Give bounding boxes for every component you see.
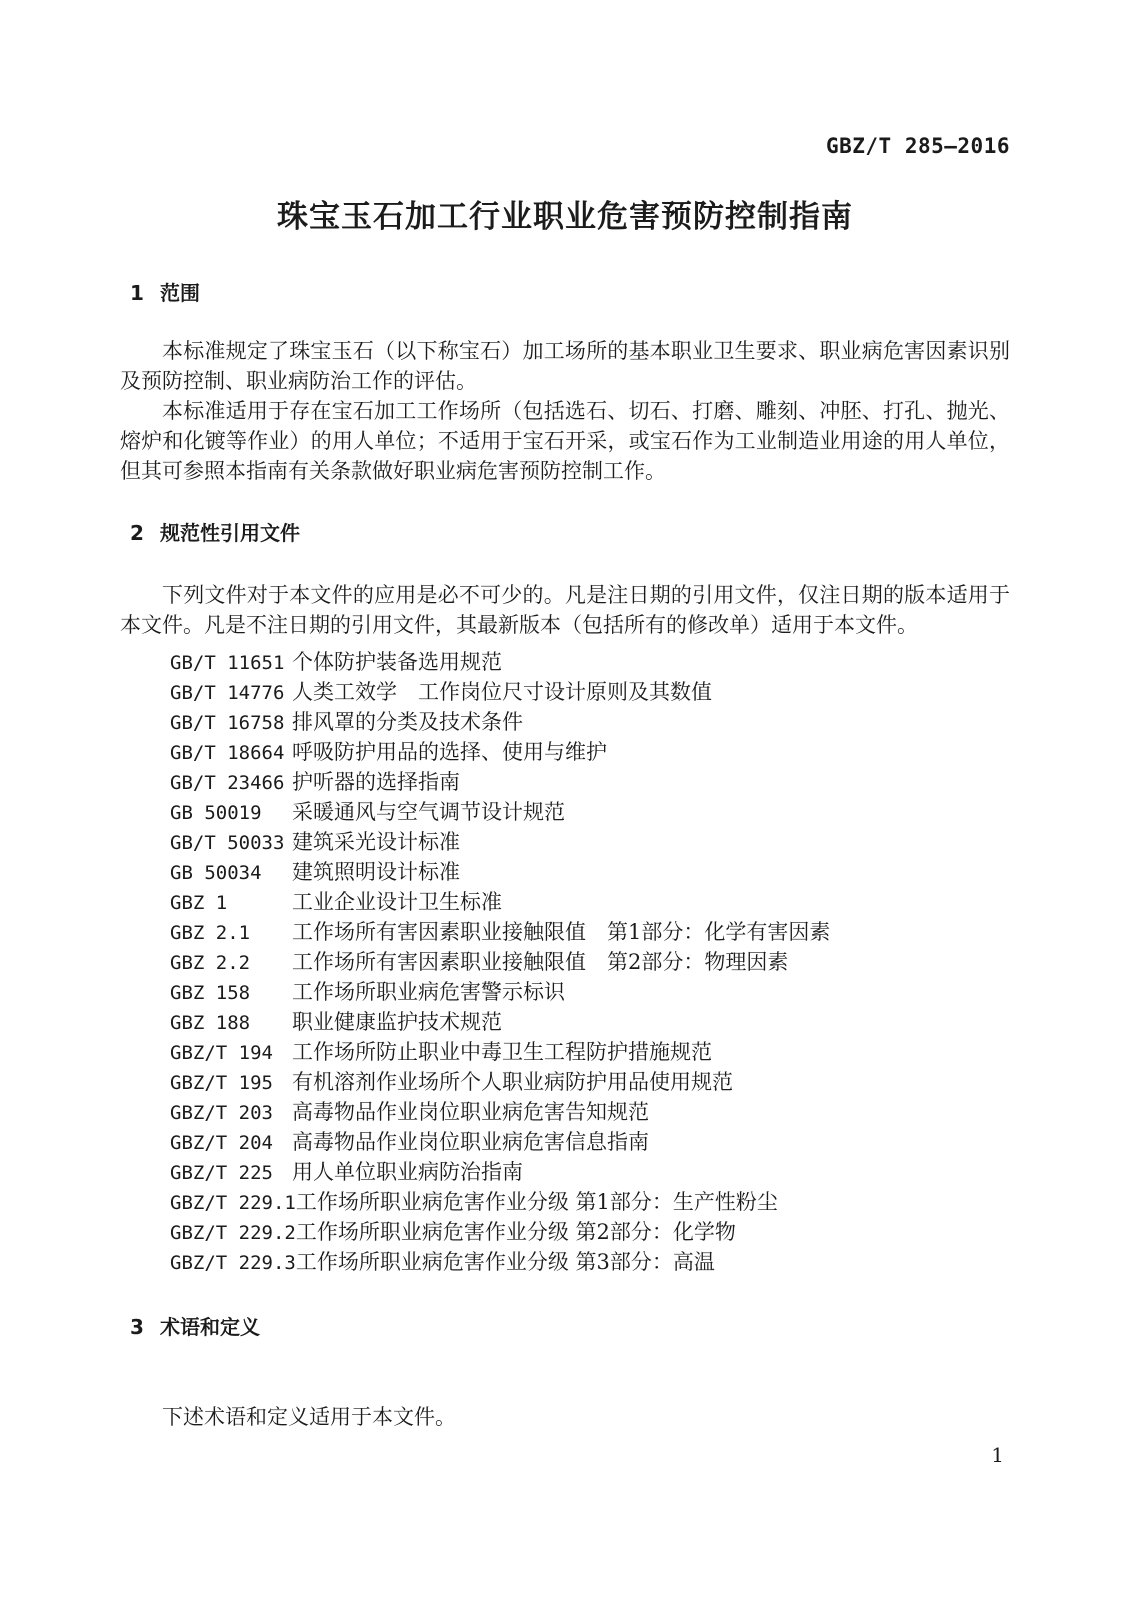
- section-heading-label: 术语和定义: [160, 1315, 260, 1339]
- reference-code: GB/T 23466: [170, 772, 285, 794]
- reference-title: 人类工效学 工作岗位尺寸设计原则及其数值: [292, 680, 712, 704]
- reference-title: 工作场所职业病危害警示标识: [292, 980, 565, 1004]
- reference-item: [170, 798, 1010, 828]
- page-title: 珠宝玉石加工行业职业危害预防控制指南: [277, 199, 853, 235]
- section-number: 1: [130, 281, 144, 305]
- reference-title: 建筑采光设计标准: [292, 830, 460, 854]
- reference-code: GBZ 2.1: [170, 922, 251, 944]
- doc-number: GBZ/T 285—2016: [825, 134, 1010, 158]
- reference-item: [170, 1248, 1010, 1278]
- reference-item: [170, 1038, 1010, 1068]
- reference-title: 个体防护装备选用规范: [292, 650, 502, 674]
- reference-code: GBZ 158: [170, 982, 251, 1004]
- reference-title: 工作场所职业病危害作业分级 第2部分：化学物: [295, 1220, 736, 1244]
- reference-item: [170, 918, 1010, 948]
- reference-item: [170, 1128, 1010, 1158]
- paragraph: 下述术语和定义适用于本文件。: [162, 1405, 456, 1429]
- reference-code: GB 50034: [170, 862, 262, 884]
- reference-code: GBZ/T 204: [170, 1132, 273, 1154]
- reference-title: 用人单位职业病防治指南: [292, 1160, 523, 1184]
- reference-item: [170, 828, 1010, 858]
- reference-item: [170, 1158, 1010, 1188]
- reference-code: GB/T 50033: [170, 832, 285, 854]
- reference-item: [170, 738, 1010, 768]
- reference-title: 护听器的选择指南: [292, 770, 460, 794]
- reference-code: GBZ 188: [170, 1012, 251, 1034]
- reference-title: 有机溶剂作业场所个人职业病防护用品使用规范: [292, 1070, 733, 1094]
- reference-title: 采暖通风与空气调节设计规范: [292, 800, 565, 824]
- section-heading-label: 范围: [160, 281, 200, 305]
- reference-title: 高毒物品作业岗位职业病危害信息指南: [292, 1130, 649, 1154]
- reference-code: GBZ/T 203: [170, 1102, 273, 1124]
- section-number: 3: [130, 1315, 144, 1339]
- paragraph: 本标准规定了珠宝玉石（以下称宝石）加工场所的基本职业卫生要求、职业病危害因素识别及预防控制、职业病防治工作的评估。: [120, 339, 1010, 393]
- reference-title: 排风罩的分类及技术条件: [292, 710, 523, 734]
- reference-code: GB/T 18664: [170, 742, 285, 764]
- reference-item: [170, 768, 1010, 798]
- reference-item: [170, 858, 1010, 888]
- reference-item: [170, 1188, 1010, 1218]
- reference-item: [170, 708, 1010, 738]
- section-heading-scope: [130, 280, 1010, 306]
- page-number: 1: [991, 1443, 1004, 1467]
- reference-item: [170, 1008, 1010, 1038]
- reference-item: [170, 1068, 1010, 1098]
- reference-item: [170, 1218, 1010, 1248]
- reference-title: 工作场所职业病危害作业分级 第1部分：生产性粉尘: [295, 1190, 778, 1214]
- reference-code: GBZ 2.2: [170, 952, 251, 974]
- reference-code: GBZ/T 229.3: [170, 1252, 296, 1274]
- reference-code: GBZ/T 195: [170, 1072, 273, 1094]
- section-heading-normative-references: [130, 520, 1010, 546]
- reference-code: GBZ/T 229.2: [170, 1222, 296, 1244]
- reference-code: GB 50019: [170, 802, 262, 824]
- reference-item: [170, 888, 1010, 918]
- reference-item: [170, 948, 1010, 978]
- reference-item: [170, 648, 1010, 678]
- reference-code: GB/T 11651: [170, 652, 285, 674]
- reference-title: 工作场所职业病危害作业分级 第3部分：高温: [295, 1250, 715, 1274]
- reference-item: [170, 978, 1010, 1008]
- reference-code: GBZ/T 225: [170, 1162, 273, 1184]
- reference-title: 高毒物品作业岗位职业病危害告知规范: [292, 1100, 649, 1124]
- section-heading-terms-definitions: [130, 1314, 1010, 1340]
- reference-item: [170, 1098, 1010, 1128]
- reference-item: [170, 678, 1010, 708]
- reference-title: 建筑照明设计标准: [292, 860, 460, 884]
- reference-title: 工作场所有害因素职业接触限值 第1部分：化学有害因素: [292, 920, 831, 944]
- reference-code: GB/T 16758: [170, 712, 285, 734]
- paragraph: 下列文件对于本文件的应用是必不可少的。凡是注日期的引用文件，仅注日期的版本适用于本文件。凡是不注日期的引用文件，其最新版本（包括所有的修改单）适用于本文件。: [120, 583, 1010, 637]
- reference-code: GBZ 1: [170, 892, 228, 914]
- paragraph: 本标准适用于存在宝石加工工作场所（包括选石、切石、打磨、雕刻、冲胚、打孔、抛光、熔炉和化镀等作业）的用人单位；不适用于宝石开采，或宝石作为工业制造业用途的用人单位，但其可参照本指南有关条款做好职业病危害预防控制工作。: [120, 399, 1010, 483]
- section-heading-label: 规范性引用文件: [160, 521, 300, 545]
- reference-code: GBZ/T 229.1: [170, 1192, 296, 1214]
- reference-title: 职业健康监护技术规范: [292, 1010, 502, 1034]
- reference-code: GBZ/T 194: [170, 1042, 273, 1064]
- reference-code: GB/T 14776: [170, 682, 285, 704]
- reference-title: 呼吸防护用品的选择、使用与维护: [292, 740, 607, 764]
- reference-title: 工作场所防止职业中毒卫生工程防护措施规范: [292, 1040, 712, 1064]
- reference-title: 工业企业设计卫生标准: [292, 890, 502, 914]
- reference-title: 工作场所有害因素职业接触限值 第2部分：物理因素: [292, 950, 789, 974]
- reference-list: [170, 648, 1010, 1278]
- section-number: 2: [130, 521, 144, 545]
